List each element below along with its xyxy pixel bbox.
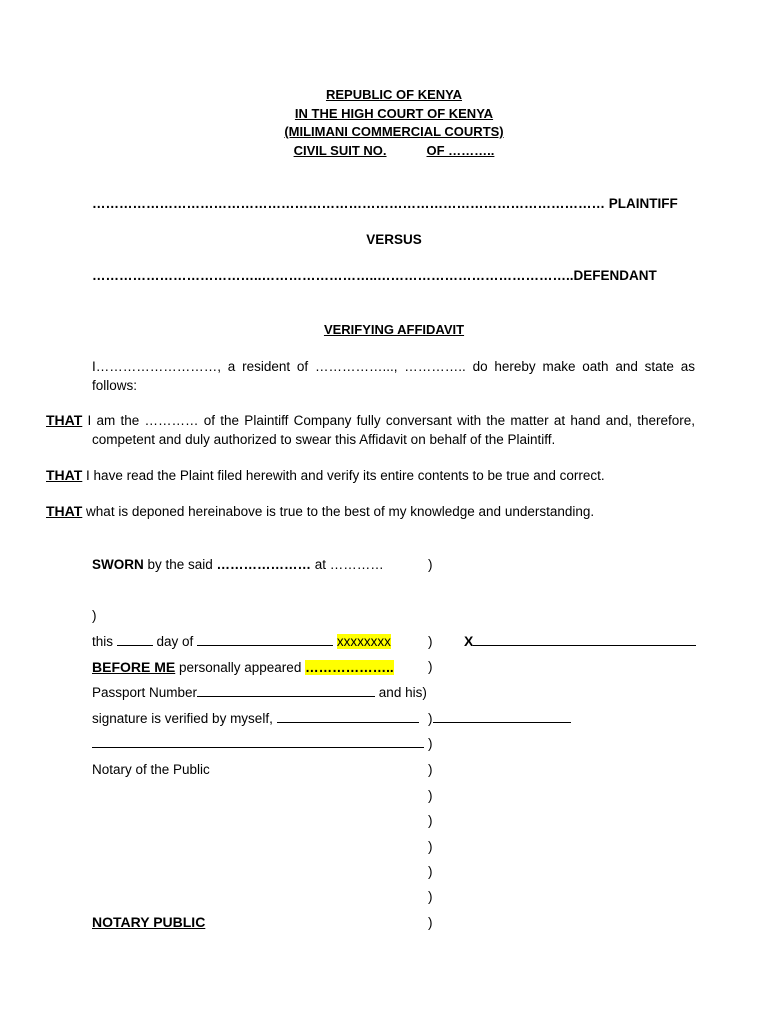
blank-line-row: [92, 736, 424, 751]
that-paragraph-3: THAT what is deponed hereinabove is true to the best of my knowledge and understanding.: [46, 503, 595, 519]
header-republic: REPUBLIC OF KENYA: [325, 87, 463, 102]
that-keyword: THAT: [46, 467, 83, 483]
defendant-line: [92, 268, 657, 283]
versus-label: VERSUS: [366, 232, 422, 247]
date-line: this day of xxxxxxxx: [92, 634, 391, 649]
defendant-dots: ………………………………..……………………..……………………………………: [92, 268, 567, 283]
that-keyword: THAT: [46, 412, 83, 428]
jurat-paren: ): [428, 557, 433, 572]
commissioner-signature-blank: [433, 711, 571, 723]
jurat-paren: ): [428, 634, 433, 649]
passport-line: Passport Number and his): [92, 685, 427, 700]
jurat-paren: ): [428, 915, 433, 930]
notary-of-public-label: Notary of the Public: [92, 762, 210, 777]
header-court: IN THE HIGH COURT OF KENYA: [294, 106, 494, 121]
jurat-paren: ): [428, 736, 433, 751]
jurat-paren: ): [428, 788, 433, 803]
signature-blank: [473, 634, 696, 646]
jurat-paren: ): [428, 762, 433, 777]
sworn-line: SWORN by the said ………………… at …………: [92, 557, 384, 572]
passport-blank: [197, 685, 375, 697]
jurat-paren: ): [428, 889, 433, 904]
verify-blank: [277, 711, 419, 723]
jurat-paren: ): [428, 659, 433, 674]
affidavit-title: VERIFYING AFFIDAVIT: [323, 322, 465, 337]
notary-public-heading: NOTARY PUBLIC: [92, 914, 206, 930]
deponent-signature-line: [464, 633, 696, 649]
sworn-bold: SWORN: [92, 557, 144, 572]
month-blank: [197, 634, 333, 646]
highlighted-name: ………………..: [305, 660, 394, 675]
intro-paragraph: I………………………, a resident of ……………..., ………….. do hereby make oath and state as follows:: [92, 359, 695, 393]
header-division: (MILIMANI COMMERCIAL COURTS): [284, 124, 504, 139]
plaintiff-label: PLAINTIFF: [605, 196, 678, 211]
that-paragraph-2: THAT I have read the Plaint filed herewith and verify its entire contents to be true and correct.: [46, 467, 605, 483]
before-me-bold: BEFORE ME: [92, 659, 176, 675]
jurat-paren: ): [428, 864, 433, 879]
jurat-paren: ): [92, 608, 97, 623]
jurat-paren-with-line: ): [428, 711, 571, 726]
header-suit-number: CIVIL SUIT NO. OF ………..: [293, 143, 495, 158]
that-keyword: THAT: [46, 503, 83, 519]
long-blank: [92, 736, 424, 748]
that-paragraph-1: THAT I am the ………… of the Plaintiff Company fully conversant with the matter at hand and, therefore, competent and duly authorized to swear this Affidavit on behalf of the Plaintiff.: [46, 412, 695, 447]
x-mark: X: [464, 633, 474, 649]
jurat-paren: ): [428, 839, 433, 854]
highlighted-year: xxxxxxxx: [336, 634, 391, 649]
defendant-label: ..DEFENDANT: [566, 268, 657, 283]
plaintiff-line: [92, 196, 678, 211]
day-blank: [117, 634, 153, 646]
plaintiff-dots: ……………………………………………………………………………………………………: [92, 196, 605, 211]
signature-verified-line: signature is verified by myself,: [92, 711, 419, 726]
jurat-paren: ): [428, 813, 433, 828]
before-me-line: BEFORE ME personally appeared ………………..: [92, 659, 394, 675]
